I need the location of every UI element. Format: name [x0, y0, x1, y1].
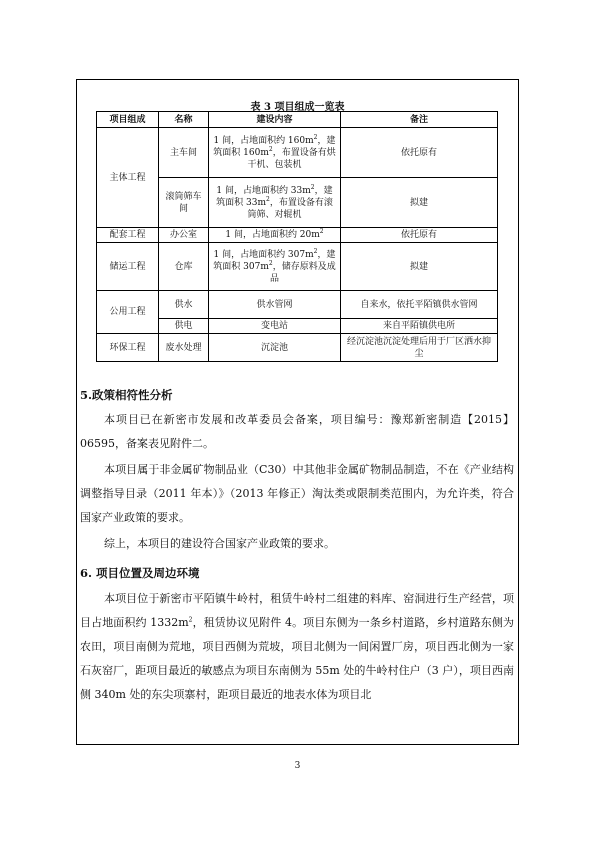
note-cell: 经沉淀池沉淀处理后用于厂区洒水抑尘: [341, 334, 498, 362]
name-cell: 废水处理: [159, 334, 209, 362]
table-caption: 表 3 项目组成一览表: [250, 102, 345, 113]
section-5-paragraph-2: 本项目属于非金属矿物制品业（C30）中其他非金属矿物制品制造，不在《产业结构调整指导目录（2011 年本）》（2013 年修正）淘汰类或限制类范围内，为允许类，符合国家产业政策的要求。: [80, 463, 514, 524]
header-content: 建设内容: [209, 112, 341, 128]
header-composition: 项目组成: [97, 112, 159, 128]
name-cell: 仓库: [159, 243, 209, 291]
table-row: [97, 128, 498, 178]
content-cell: 1 间，占地面积约 $307m^2$，建筑面积 $307m^2$，储存原料及成品: [209, 243, 341, 291]
page-number: 3: [294, 761, 301, 771]
table-row: [97, 228, 498, 243]
project-composition-table: [96, 111, 498, 362]
header-note: 备注: [341, 112, 498, 128]
group-aux: 配套工程: [97, 228, 159, 243]
table-row: [97, 291, 498, 319]
group-main: 主体工程: [97, 128, 159, 228]
section-5-paragraph-1: 本项目已在新密市发展和改革委员会备案，项目编号：豫郑新密制造【2015】06595，备案表见附件二。: [80, 413, 514, 450]
name-cell: 办公室: [159, 228, 209, 243]
content-cell: 1 间，占地面积约 $160m^2$，建筑面积 $160m^2$，布置设备有烘干机、包装机: [209, 128, 341, 178]
name-cell: 供水: [159, 291, 209, 319]
section-5-title: 5.政策相符性分析: [80, 388, 173, 402]
content-cell: 供水管网: [209, 291, 341, 319]
note-cell: 依托原有: [341, 228, 498, 243]
group-util: 公用工程: [97, 291, 159, 334]
group-store: 储运工程: [97, 243, 159, 291]
content-cell: 变电站: [209, 319, 341, 334]
note-cell: 自来水，依托平陌镇供水管网: [341, 291, 498, 319]
table-header-row: [97, 112, 498, 128]
name-cell: 供电: [159, 319, 209, 334]
content-cell: 沉淀池: [209, 334, 341, 362]
content-cell: 1 间，占地面积约 $20m^2$: [209, 228, 341, 243]
header-name: 名称: [159, 112, 209, 128]
name-cell: 滚筒筛车间: [159, 178, 209, 228]
note-cell: 拟建: [341, 178, 498, 228]
section-6-title: 6. 项目位置及周边环境: [80, 566, 200, 580]
section-5-paragraph-3: 综上，本项目的建设符合国家产业政策的要求。: [104, 537, 335, 550]
note-cell: 拟建: [341, 243, 498, 291]
note-cell: 来自平陌镇供电所: [341, 319, 498, 334]
group-env: 环保工程: [97, 334, 159, 362]
table-row: [97, 334, 498, 362]
content-cell: 1 间，占地面积约 $33m^2$，建筑面积 $33m^2$，布置设备有滚筒筛、对辊机: [209, 178, 341, 228]
note-cell: 依托原有: [341, 128, 498, 178]
table-row: [97, 243, 498, 291]
name-cell: 主车间: [159, 128, 209, 178]
section-6-paragraph-1: 本项目位于新密市平陌镇牛岭村，租赁牛岭村二组建的料库、窑洞进行生产经营，项目占地面积约 $1332m^2$，租赁协议见附件 4。项目东侧为一条乡村道路，乡村道路东侧为农田，项目南侧为荒地，项目西侧为荒坡，项目北侧为一间闲置厂房，项目西北侧为一家石灰窑厂，距项目最近的敏感点为项目东南侧为 55m 处的牛岭村住户（3 户），项目西南侧 340m 处的东尖项寨村，距项目最近的地表水体为项目北: [80, 592, 515, 701]
